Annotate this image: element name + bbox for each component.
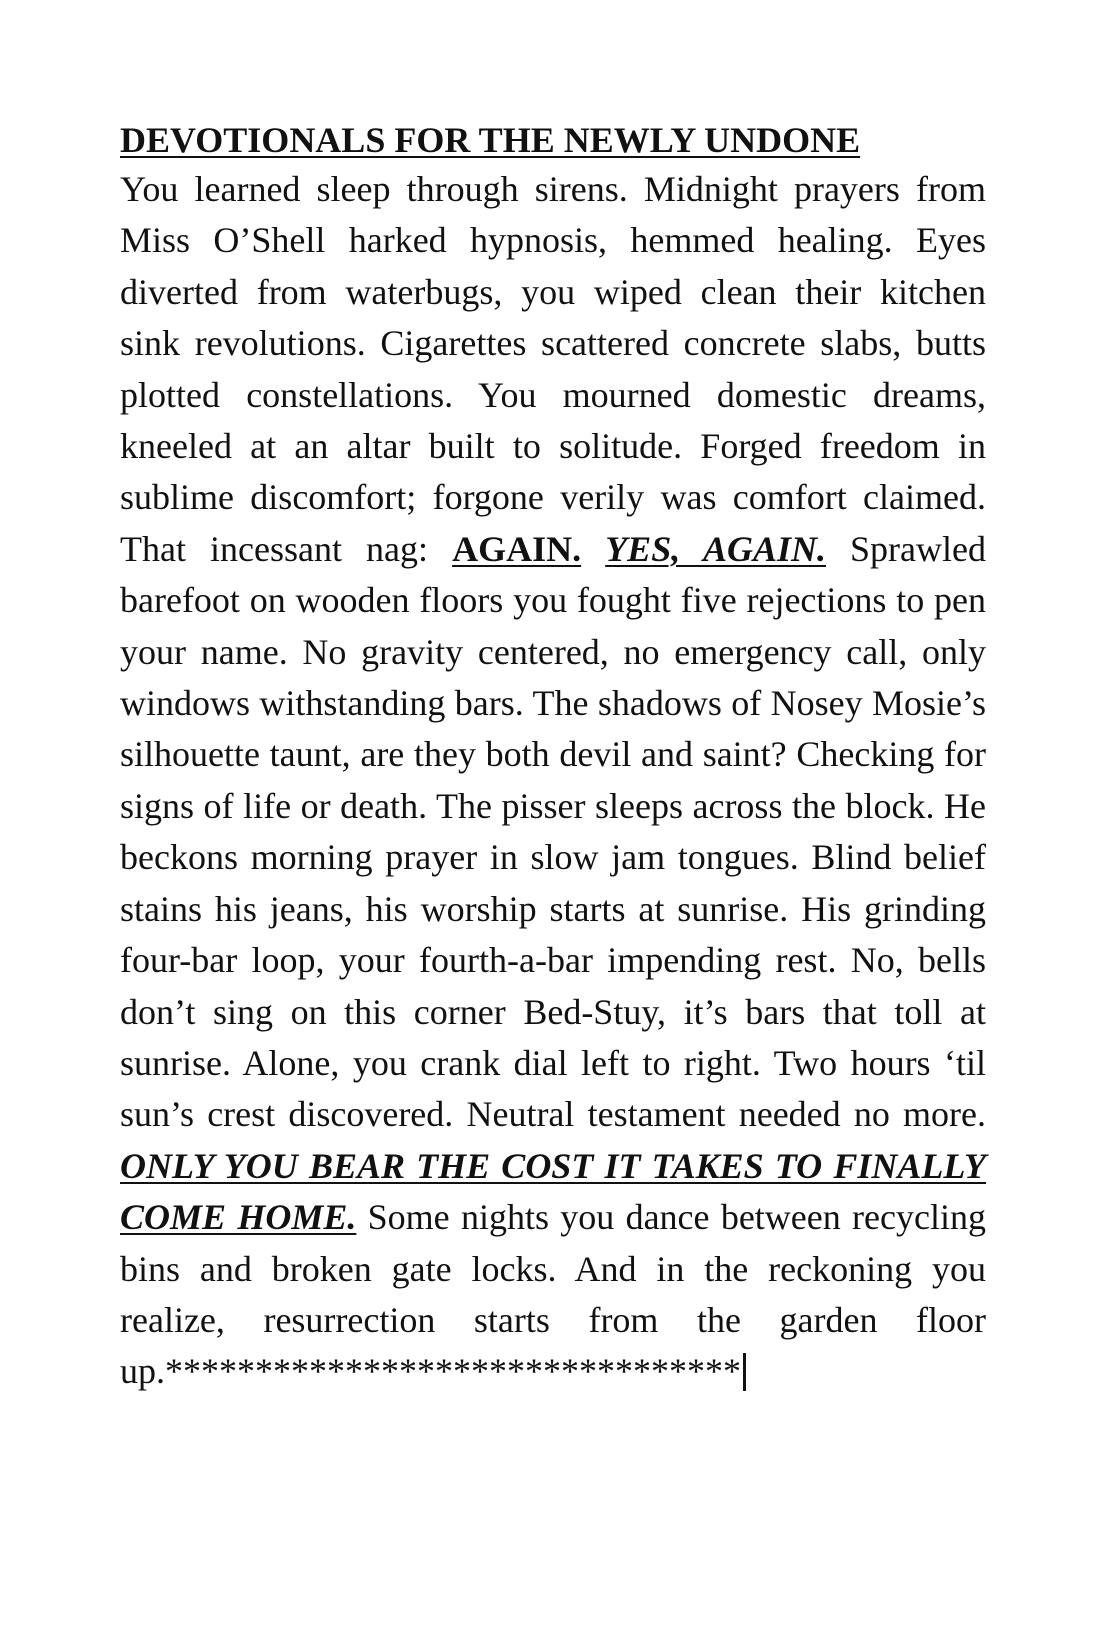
poem-text-part-2: Sprawled barefoot on wooden floors you fought five rejections to pen your name. No gravity centered, no emergency call, only windows withstanding bars. The shadows of Nosey Mosie’s silhouette taunt, are they both devil and saint? Checking for signs of life or death. The pisser sleeps across the block. He beckons morning prayer in slow jam tongues. Blind belief stains his jeans, his worship starts at sunrise. His grinding four-bar loop, your fourth-a-bar impending rest. No, bells don’t sing on this corner Bed-Stuy, it’s bars that toll at sunrise. Alone, you crank dial left to right. Two hours ‘til sun’s crest discovered. Neutral testament needed no more.: [120, 528, 986, 1135]
document-title: DEVOTIONALS FOR THE NEWLY UNDONE: [120, 120, 861, 160]
emphasis-yes-again: YES, AGAIN.: [605, 528, 826, 569]
emphasis-again: AGAIN.: [452, 528, 582, 569]
poem-body: [120, 164, 986, 1398]
emphasis-only-you: ONLY YOU BEAR THE COST IT TAKES TO FINALLY COME HOME.: [120, 1145, 986, 1238]
poem-text-part-1: You learned sleep through sirens. Midnight prayers from Miss O’Shell harked hypnosis, hemmed healing. Eyes diverted from waterbugs, you wiped clean their kitchen sink revolutions. Cigarettes scattered concrete slabs, butts plotted constellations. You mourned domestic dreams, kneeled at an altar built to solitude. Forged freedom in sublime discomfort; forgone verily was comfort claimed. That incessant nag:: [120, 169, 986, 569]
document-page: [120, 116, 986, 1398]
poem-text-part-3: Some nights you dance between recycling bins and broken gate locks. And in the reckoning you realize, resurrection starts from the garden floor up.: [120, 1197, 986, 1392]
text-cursor: [743, 1353, 746, 1391]
asterisk-divider: ********************************: [165, 1351, 741, 1392]
